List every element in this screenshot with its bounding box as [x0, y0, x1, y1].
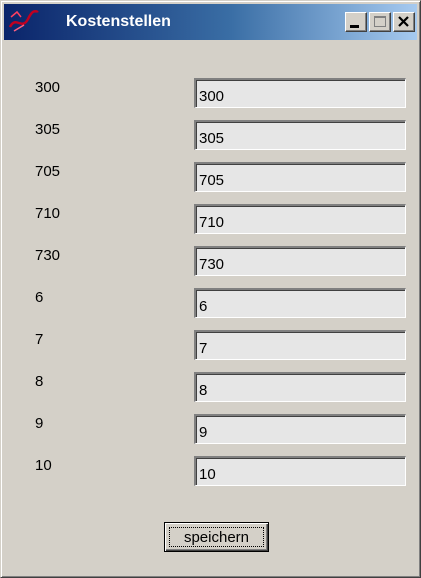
maximize-button[interactable]	[369, 12, 391, 32]
cost-center-field-9[interactable]	[194, 414, 406, 444]
row-label-705: 705	[35, 163, 61, 180]
row-label-10: 10	[35, 457, 52, 474]
cost-center-field-10[interactable]	[194, 456, 406, 486]
cost-center-field-6[interactable]	[194, 288, 406, 318]
app-logo-icon	[8, 9, 40, 35]
window-title: Kostenstellen	[66, 13, 171, 30]
row-label-6: 6	[35, 289, 44, 306]
cost-center-field-305[interactable]	[194, 120, 406, 150]
row-label-730: 730	[35, 247, 61, 264]
cost-center-field-710[interactable]	[194, 204, 406, 234]
row-label-9: 9	[35, 415, 44, 432]
minimize-button[interactable]	[345, 12, 367, 32]
title-bar[interactable]	[4, 4, 417, 40]
cost-center-field-8[interactable]	[194, 372, 406, 402]
close-icon	[394, 13, 414, 31]
save-button[interactable]	[164, 522, 269, 552]
row-label-710: 710	[35, 205, 61, 222]
cost-center-field-705[interactable]	[194, 162, 406, 192]
row-label-8: 8	[35, 373, 44, 390]
cost-center-field-730[interactable]	[194, 246, 406, 276]
window-controls	[343, 12, 415, 32]
maximize-icon	[370, 13, 390, 31]
row-label-300: 300	[35, 79, 61, 96]
save-button-label: speichern	[169, 527, 264, 547]
minimize-icon	[346, 13, 366, 31]
close-button[interactable]	[393, 12, 415, 32]
row-label-305: 305	[35, 121, 61, 138]
row-label-7: 7	[35, 331, 44, 348]
cost-center-field-300[interactable]	[194, 78, 406, 108]
cost-center-field-7[interactable]	[194, 330, 406, 360]
